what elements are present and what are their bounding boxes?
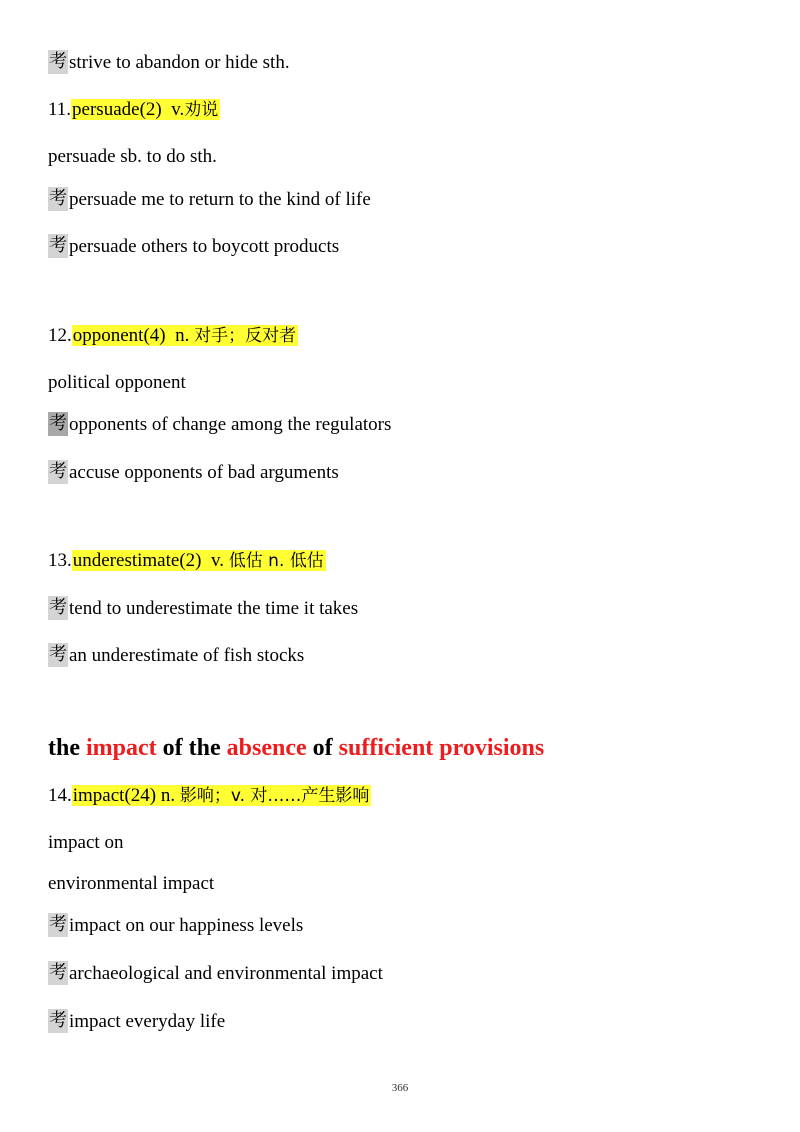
- example-line: [48, 596, 358, 622]
- entry-meaning: 劝说: [184, 100, 219, 120]
- kao-badge: 考: [49, 235, 67, 256]
- heading-keyword-provisions: sufficient provisions: [338, 735, 545, 761]
- entry-number: 13.: [48, 550, 72, 571]
- example-line: [48, 460, 339, 486]
- entry-highlight: [71, 99, 220, 120]
- heading-part: of the: [156, 735, 227, 761]
- entry-pos: v.: [171, 99, 185, 120]
- entry-highlight: [72, 550, 326, 571]
- example-line: [48, 643, 304, 669]
- example-text: persuade others to boycott products: [69, 236, 340, 257]
- entry-word: underestimate(2): [72, 550, 202, 571]
- entry-meaning: 对手；反对者: [194, 326, 297, 346]
- example-line: [48, 50, 290, 76]
- heading-part: the: [48, 735, 86, 761]
- entry-word: impact(24): [72, 785, 157, 806]
- word-entry-11: [48, 97, 220, 123]
- example-line: [48, 961, 383, 987]
- heading-part: of: [306, 735, 339, 761]
- entry-pos: n.: [175, 325, 190, 346]
- word-entry-13: [48, 548, 326, 574]
- example-line: [48, 913, 303, 939]
- collocation-text: political opponent: [48, 372, 186, 393]
- entry-highlight: [72, 785, 372, 806]
- word-entry-12: [48, 323, 298, 349]
- entry-word: opponent(4): [72, 325, 166, 346]
- kao-badge: 考: [49, 962, 67, 983]
- entry-word: persuade(2): [72, 99, 162, 120]
- example-text: impact on our happiness levels: [69, 915, 304, 936]
- kao-badge: 考: [49, 188, 67, 209]
- entry-pos: v.: [210, 550, 225, 571]
- collocation-text: impact on: [48, 832, 124, 853]
- collocation-line: [48, 830, 123, 856]
- entry-meaning: 低估 n. 低估: [228, 551, 324, 571]
- entry-number: 11.: [48, 99, 72, 120]
- page-number: 366: [391, 1082, 409, 1094]
- example-text: persuade me to return to the kind of life: [69, 189, 371, 210]
- example-text: strive to abandon or hide sth.: [69, 52, 290, 73]
- example-line: [48, 234, 339, 260]
- example-text: opponents of change among the regulators: [69, 414, 392, 435]
- heading-keyword-impact: impact: [86, 735, 157, 761]
- entry-pos: n.: [160, 785, 176, 806]
- entry-number: 12.: [48, 325, 72, 346]
- entry-number: 14.: [48, 785, 72, 806]
- section-heading: [48, 733, 544, 763]
- heading-keyword-absence: absence: [226, 735, 307, 761]
- collocation-text: persuade sb. to do sth.: [48, 146, 217, 167]
- example-line: [48, 187, 371, 213]
- kao-badge: 考: [49, 914, 67, 935]
- example-text: archaeological and environmental impact: [69, 963, 383, 984]
- kao-badge: 考: [49, 413, 67, 434]
- kao-badge: 考: [49, 461, 67, 482]
- example-line: [48, 1009, 225, 1035]
- kao-badge: 考: [49, 51, 67, 72]
- collocation-line: [48, 871, 214, 897]
- kao-badge: 考: [49, 597, 67, 618]
- kao-badge: 考: [49, 1010, 67, 1031]
- entry-meaning: 影响；v. 对……产生影响: [179, 786, 370, 806]
- example-line: [48, 412, 391, 438]
- example-text: accuse opponents of bad arguments: [69, 462, 339, 483]
- entry-highlight: [72, 325, 298, 346]
- kao-badge: 考: [49, 644, 67, 665]
- collocation-text: environmental impact: [48, 873, 215, 894]
- example-text: an underestimate of fish stocks: [69, 645, 305, 666]
- example-text: tend to underestimate the time it takes: [69, 598, 359, 619]
- collocation-line: [48, 370, 186, 396]
- example-text: impact everyday life: [69, 1011, 226, 1032]
- word-entry-14: [48, 783, 371, 809]
- collocation-line: [48, 144, 217, 170]
